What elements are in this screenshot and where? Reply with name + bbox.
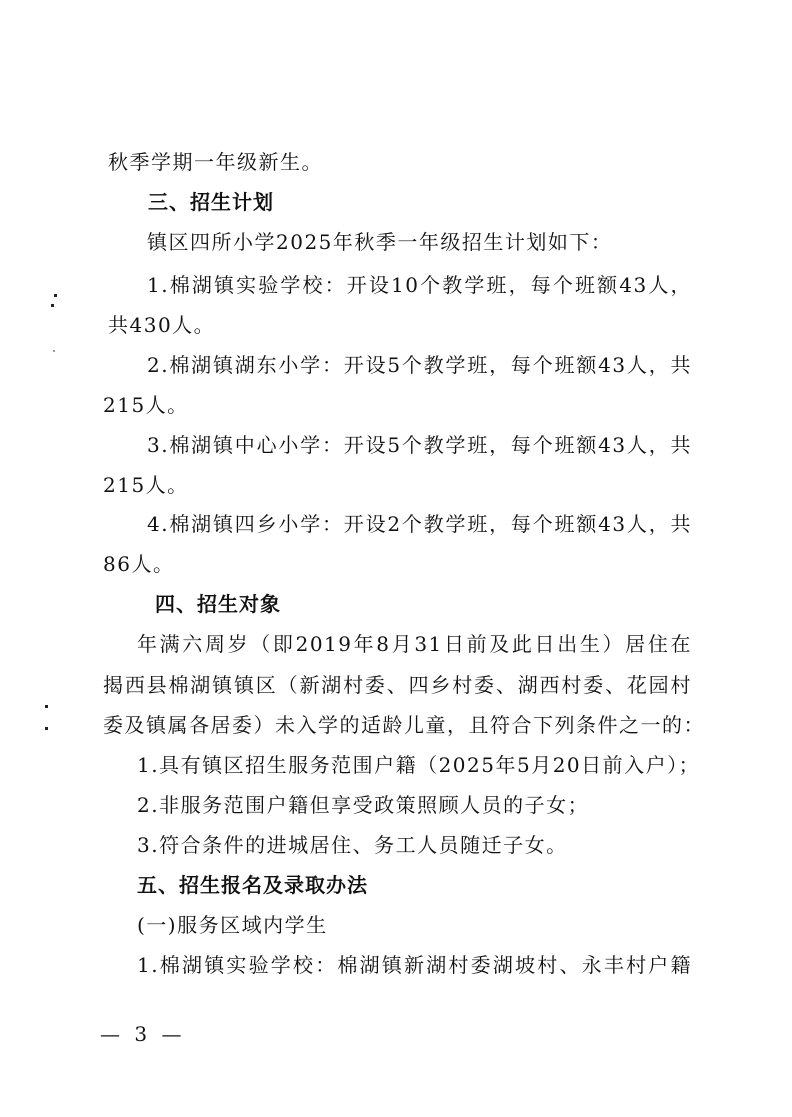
plan-item-3-total: 215人。: [103, 473, 189, 497]
binding-mark: [51, 304, 54, 307]
paragraph-continuation: 秋季学期一年级新生。: [108, 150, 323, 174]
in-zone-item-1: 1.棉湖镇实验学校：棉湖镇新湖村委湖坡村、永丰村户籍: [137, 953, 692, 977]
plan-item-4-total: 86人。: [103, 552, 175, 576]
section-heading-registration-admission: 五、招生报名及录取办法: [137, 873, 368, 897]
targets-paragraph-line-3: 委及镇属各居委）未入学的适龄儿童，且符合下列条件之一的：: [103, 713, 705, 737]
targets-paragraph-line-2: 揭西县棉湖镇镇区（新湖村委、四乡村委、湖西村委、花园村: [103, 673, 692, 697]
plan-item-2-total: 215人。: [103, 393, 189, 417]
binding-mark: [53, 350, 55, 352]
condition-item-2: 2.非服务范围户籍但享受政策照顾人员的子女；: [137, 793, 590, 817]
subsection-heading-in-zone-students: (一)服务区域内学生: [137, 913, 328, 937]
plan-item-4: 4.棉湖镇四乡小学：开设2个教学班，每个班额43人，共: [147, 512, 692, 536]
plan-item-3: 3.棉湖镇中心小学：开设5个教学班，每个班额43人，共: [147, 433, 692, 457]
targets-paragraph-line-1: 年满六周岁（即2019年8月31日前及此日出生）居住在: [137, 632, 692, 656]
plan-item-1: 1.棉湖镇实验学校：开设10个教学班，每个班额43人，: [147, 273, 692, 297]
enrollment-plan-intro: 镇区四所小学2025年秋季一年级招生计划如下：: [147, 230, 613, 254]
binding-mark: [45, 705, 48, 708]
section-heading-enrollment-targets: 四、招生对象: [155, 592, 281, 616]
condition-item-3: 3.符合条件的进城居住、务工人员随迁子女。: [137, 833, 568, 857]
plan-item-2: 2.棉湖镇湖东小学：开设5个教学班，每个班额43人，共: [147, 353, 692, 377]
section-heading-enrollment-plan: 三、招生计划: [148, 190, 274, 214]
page-number: — 3 —: [100, 1022, 186, 1046]
binding-mark: [54, 294, 57, 297]
condition-item-1: 1.具有镇区招生服务范围户籍（2025年5月20日前入户）；: [137, 753, 701, 777]
plan-item-1-total: 共430人。: [108, 313, 216, 337]
binding-mark: [45, 727, 48, 730]
